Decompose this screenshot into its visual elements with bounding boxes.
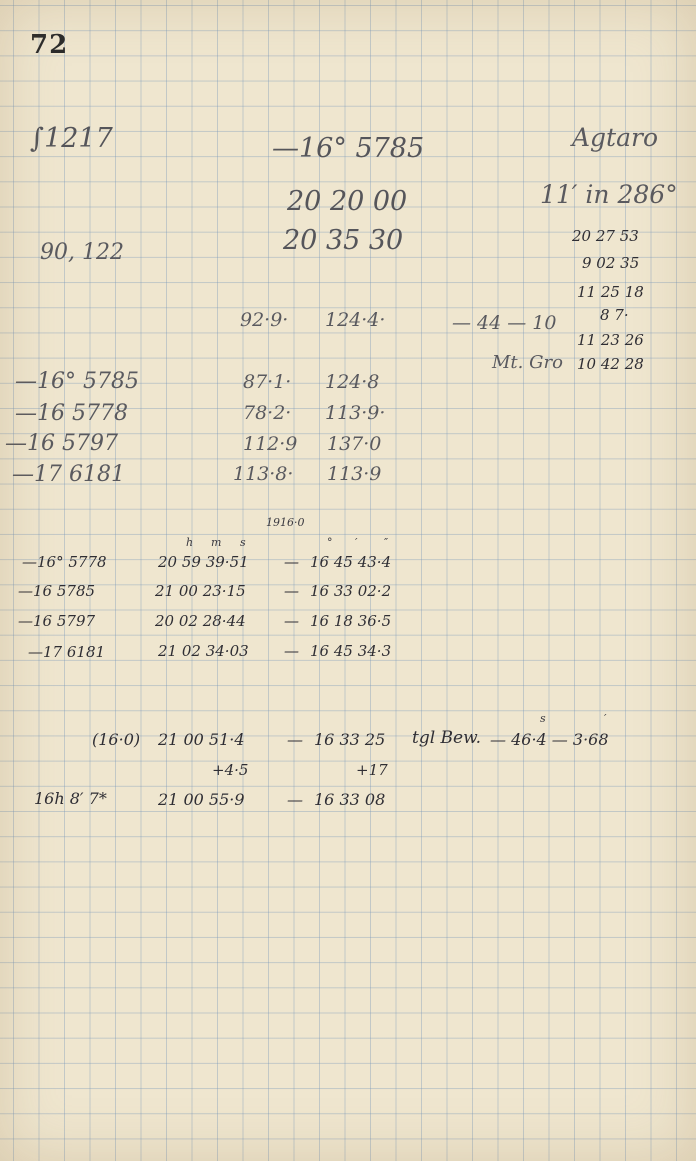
table2-row1-ra: 20 59 39·51 (158, 553, 249, 571)
table1-row3-label: —16 5778 (15, 401, 128, 426)
table2-row2-ra: 21 00 23·15 (155, 582, 246, 600)
table1-row5-b: 113·9 (327, 463, 382, 485)
arcturus-value-3: 11 25 18 (577, 283, 644, 301)
table2-row1-dec: 16 45 43·4 (310, 553, 392, 571)
table1-row1-b: 124·4· (325, 309, 386, 331)
result-dec: 16 33 08 (314, 790, 386, 809)
final-corr-dec: +17 (356, 761, 388, 779)
arcturus-value-5: 11 23 26 (577, 331, 644, 349)
table1-row1-a: 92·9· (240, 309, 289, 331)
unit-s: s (240, 536, 246, 549)
table2-row3-ra: 20 02 28·44 (155, 612, 246, 630)
result-ra: 21 00 55·9 (158, 790, 245, 809)
table1-row2-label: —16° 5785 (15, 369, 139, 394)
table2-row2-dec: 16 33 02·2 (310, 582, 392, 600)
table2-row4-dec: 16 45 34·3 (310, 642, 392, 660)
final-motion: — 46·4 — 3·68 (490, 730, 609, 749)
table2-row1-dash: — (284, 553, 299, 571)
table2-row2-star: —16 5785 (18, 582, 96, 600)
table1-row4-b: 137·0 (327, 433, 382, 455)
page-number: 72 (30, 30, 69, 60)
result-dash: — (287, 790, 303, 809)
table2-row2-dash: — (284, 582, 299, 600)
center-line-3: 20 35 30 (283, 225, 404, 256)
table1-row2-b: 124·8 (325, 371, 380, 393)
table1-row2-a: 87·1· (243, 371, 292, 393)
arcturus-value-2: 9 02 35 (582, 254, 640, 272)
final-dec: 16 33 25 (314, 730, 386, 749)
table2-epoch: 1916·0 (266, 516, 305, 529)
result-label: 16h 8′ 7* (34, 789, 107, 808)
table1-row5-label: —17 6181 (12, 462, 125, 487)
unit-m: m (211, 536, 222, 549)
arcturus-line: 11′ in 286° (540, 180, 678, 209)
table1-row3-a: 78·2· (243, 402, 292, 424)
motion-unit-s: s (540, 712, 546, 725)
unit-h: h (186, 536, 194, 549)
table1-row4-label: —16 5797 (5, 431, 118, 456)
final-dash: — (287, 730, 303, 749)
arcturus-value-1: 20 27 53 (572, 227, 639, 245)
final-ra: 21 00 51·4 (158, 730, 245, 749)
table2-row4-star: —17 6181 (28, 643, 106, 661)
table2-row1-star: —16° 5778 (22, 553, 107, 571)
motion-unit-min: ′ (604, 712, 607, 725)
unit-deg: ° (327, 536, 333, 549)
integral-label: ∫1217 (30, 123, 113, 154)
center-line-1: —16° 5785 (272, 133, 425, 164)
unit-sec: ″ (384, 536, 389, 549)
table1-row4-a: 112·9 (243, 433, 298, 455)
unit-min: ′ (355, 536, 358, 549)
table2-row4-ra: 21 02 34·03 (158, 642, 249, 660)
table2-row3-dec: 16 18 36·5 (310, 612, 392, 630)
center-line-2: 20 20 00 (287, 186, 408, 217)
arcturus-value-4: 8 7· (600, 306, 629, 324)
mid-value: — 44 — 10 (452, 312, 557, 334)
mt-label: Mt. Gro (492, 352, 563, 373)
table2-row4-dash: — (284, 642, 299, 660)
table2-row3-dash: — (284, 612, 299, 630)
table1-row5-a: 113·8· (233, 463, 294, 485)
final-note: tgl Bew. (412, 728, 482, 748)
final-corr-ra: +4·5 (212, 761, 249, 779)
left-note: 90, 122 (40, 240, 124, 265)
arcturus-label: Agtaro (572, 123, 659, 152)
table2-row3-star: —16 5797 (18, 612, 96, 630)
final-epoch-label: (16·0) (92, 730, 141, 749)
table1-row3-b: 113·9· (325, 402, 386, 424)
arcturus-value-6: 10 42 28 (577, 355, 644, 373)
